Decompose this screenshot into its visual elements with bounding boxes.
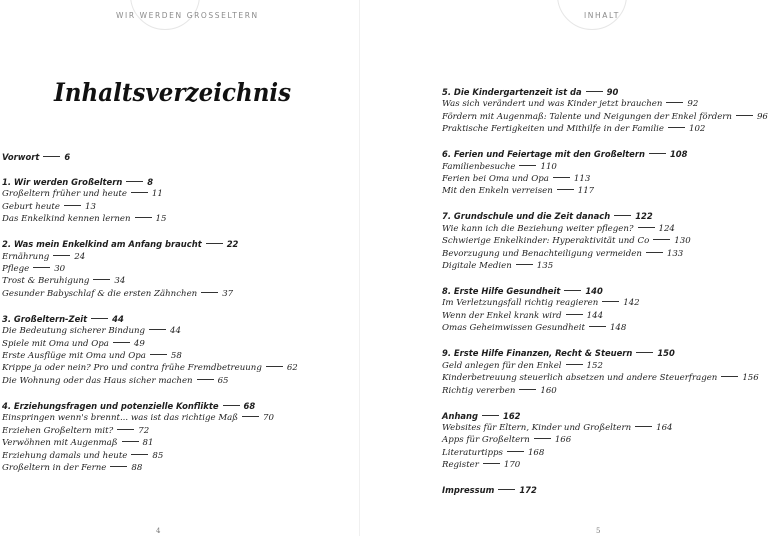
toc-entry-title: Gesunder Babyschlaf & die ersten Zähnchen (2, 288, 198, 299)
toc-page-number: 37 (222, 288, 234, 299)
toc-entry-title: Erste Ausflüge mit Oma und Opa (2, 351, 146, 362)
toc-page-number: 113 (573, 174, 591, 185)
toc-leader-dash (638, 227, 655, 228)
toc-section-entry (442, 410, 718, 422)
toc-section-entry (2, 238, 358, 250)
toc-page-number: 152 (586, 360, 603, 371)
toc-entry (2, 325, 358, 337)
toc-page-number: 68 (243, 400, 256, 411)
toc-leader-dash (564, 290, 581, 291)
toc-entry-title: Die Bedeutung sicherer Bindung (2, 326, 146, 337)
toc-entry-title: Mit den Enkeln verreisen (442, 186, 553, 197)
toc-page-number: 160 (540, 385, 557, 396)
toc-leader-dash (736, 115, 753, 116)
toc-entry-title: 6. Ferien und Feiertage mit den Großeltern (442, 149, 645, 160)
toc-entry (2, 251, 358, 263)
toc-entry (442, 422, 718, 434)
toc-entry-title: Verwöhnen mit Augenmaß (2, 438, 118, 449)
toc-entry (2, 462, 358, 474)
toc-entry-title: Websites für Eltern, Kinder und Großeltern (442, 422, 632, 433)
running-header-right: INHALT (584, 11, 620, 20)
toc-leader-dash (201, 292, 218, 293)
toc-page-number: 44 (112, 313, 124, 324)
toc-page-number: 166 (554, 435, 572, 446)
toc-entry-title: Omas Geheimwissen Gesundheit (442, 323, 585, 334)
toc-page-number: 135 (536, 261, 554, 272)
toc-leader-dash (586, 91, 603, 92)
toc-entry-title: Apps für Großeltern (442, 435, 530, 446)
toc-leader-dash (636, 352, 653, 353)
toc-section-entry (2, 400, 358, 412)
toc-section-entry (2, 313, 358, 325)
toc-leader-dash (149, 329, 166, 330)
toc-spacer (2, 163, 358, 176)
toc-leader-dash (122, 441, 139, 442)
toc-leader-dash (566, 314, 583, 315)
toc-page-number: 150 (657, 348, 675, 359)
toc-entry-title: Digitale Medien (442, 261, 512, 272)
toc-entry (442, 111, 768, 123)
toc-leader-dash (566, 364, 583, 365)
toc-entry-title: Geld anlegen für den Enkel (442, 360, 562, 371)
toc-entry (442, 372, 759, 384)
toc-page-number: 34 (114, 276, 126, 287)
toc-leader-dash (498, 489, 515, 490)
toc-entry (442, 260, 718, 272)
toc-entry-title: Großeltern in der Ferne (2, 462, 107, 473)
toc-leader-dash (482, 415, 499, 416)
toc-spacer (442, 198, 718, 211)
toc-leader-dash (614, 215, 631, 216)
toc-entry (442, 98, 718, 110)
toc-spacer (2, 226, 358, 239)
toc-page-number: 70 (263, 413, 274, 424)
toc-leader-dash (507, 451, 524, 452)
toc-leader-dash (131, 192, 148, 193)
toc-leader-dash (534, 438, 551, 439)
toc-page-number: 110 (540, 161, 557, 172)
toc-entry-title: Praktische Fertigkeiten und Mithilfe in der Familie (442, 124, 664, 135)
toc-page-number: 172 (519, 485, 537, 496)
toc-leader-dash (553, 177, 570, 178)
toc-entry-title: 7. Grundschule und die Zeit danach (442, 211, 611, 222)
toc-entry (442, 123, 718, 135)
toc-page-number: 15 (155, 214, 167, 225)
toc-entry (442, 385, 718, 397)
toc-left-column (2, 151, 358, 474)
toc-leader-dash (113, 342, 130, 343)
toc-entry (2, 213, 358, 225)
toc-leader-dash (666, 102, 683, 103)
toc-entry-title: Im Verletzungsfall richtig reagieren (442, 298, 599, 309)
toc-page-number: 133 (666, 248, 684, 259)
toc-page-number: 8 (147, 177, 154, 187)
toc-page-number: 11 (151, 189, 163, 200)
toc-page-number: 108 (669, 149, 688, 160)
toc-leader-dash (131, 454, 148, 455)
toc-page-number: 13 (84, 201, 96, 212)
running-header-left: WIR WERDEN GROSSELTERN (116, 11, 259, 20)
toc-page-number: 6 (64, 152, 71, 162)
toc-entry (442, 447, 718, 459)
toc-section-entry (442, 148, 718, 160)
toc-section-entry (442, 347, 718, 359)
toc-page-number: 124 (658, 223, 675, 234)
toc-entry (442, 459, 718, 471)
toc-page-number: 96 (756, 111, 768, 122)
toc-page-number: 85 (152, 450, 164, 461)
toc-entry-title: Geburt heute (2, 201, 60, 212)
toc-page-number: 102 (689, 124, 706, 135)
toc-page-number: 168 (527, 447, 545, 458)
toc-leader-dash (43, 156, 60, 157)
toc-leader-dash (646, 252, 663, 253)
toc-spacer (442, 136, 718, 149)
toc-entry-title: 1. Wir werden Großeltern (2, 177, 123, 187)
page-number-right: 5 (596, 527, 601, 535)
toc-entry (2, 288, 358, 300)
toc-entry-title: Erziehung damals und heute (2, 450, 128, 461)
toc-leader-dash (519, 165, 536, 166)
toc-entry (442, 434, 718, 446)
toc-leader-dash (557, 189, 574, 190)
toc-leader-dash (206, 243, 223, 244)
toc-entry (2, 450, 358, 462)
toc-page-number: 162 (503, 410, 521, 421)
toc-page-number: 148 (609, 323, 627, 334)
toc-spacer (2, 300, 358, 313)
toc-page-number: 117 (577, 186, 595, 197)
toc-entry (442, 322, 718, 334)
toc-spacer (2, 387, 358, 400)
toc-entry (2, 188, 358, 200)
toc-entry (2, 263, 358, 275)
toc-leader-dash (483, 463, 500, 464)
page-title: Inhaltsverzeichnis (54, 78, 292, 107)
toc-page-number: 58 (170, 351, 182, 362)
toc-leader-dash (242, 416, 259, 417)
toc-spacer (442, 472, 718, 485)
toc-entry (2, 437, 358, 449)
toc-page-number: 49 (133, 338, 145, 349)
toc-entry-title: Krippe ja oder nein? Pro und contra frühe Fremdbetreuung (2, 363, 262, 374)
toc-entry (442, 173, 718, 185)
toc-entry-title: 3. Großeltern-Zeit (2, 313, 88, 324)
toc-page-number: 170 (503, 460, 521, 471)
toc-page-number: 140 (585, 286, 603, 297)
toc-page-number: 22 (226, 239, 239, 250)
toc-entry (442, 161, 718, 173)
toc-section-entry (442, 285, 718, 297)
toc-section-entry (442, 484, 718, 496)
toc-leader-dash (516, 264, 533, 265)
toc-entry (2, 425, 358, 437)
toc-page-number: 81 (142, 438, 154, 449)
toc-leader-dash (91, 318, 108, 319)
toc-entry (2, 338, 358, 350)
toc-leader-dash (197, 379, 214, 380)
toc-leader-dash (519, 389, 536, 390)
toc-entry (2, 412, 358, 424)
toc-page-number: 164 (656, 422, 673, 433)
toc-entry (442, 223, 718, 235)
toc-entry-title: 4. Erziehungsfragen und potenzielle Konflikte (2, 400, 219, 411)
toc-page-number: 72 (138, 425, 150, 436)
toc-entry-title: Richtig vererben (442, 385, 516, 396)
toc-leader-dash (266, 366, 283, 367)
toc-entry-title: Familienbesuche (442, 161, 516, 172)
toc-leader-dash (135, 217, 152, 218)
toc-entry-title: Ernährung (2, 251, 50, 262)
toc-entry-title: Fördern mit Augenmaß: Talente und Neigungen der Enkel fördern (442, 111, 732, 122)
toc-entry (2, 362, 358, 374)
toc-entry-title: Die Wohnung oder das Haus sicher machen (2, 375, 193, 386)
toc-page-number: 156 (742, 373, 759, 384)
toc-entry-title: Einspringen wenn's brennt... was ist das richtige Maß (2, 413, 238, 424)
toc-section-entry (442, 210, 718, 222)
toc-page-number: 90 (606, 87, 619, 97)
toc-leader-dash (117, 429, 134, 430)
toc-leader-dash (150, 354, 167, 355)
toc-entry (2, 350, 358, 362)
toc-leader-dash (110, 466, 127, 467)
toc-section-entry (2, 176, 358, 188)
toc-entry-title: Trost & Beruhigung (2, 276, 90, 287)
toc-page-number: 130 (674, 236, 691, 247)
page-number-left: 4 (156, 527, 161, 535)
toc-entry-title: Großeltern früher und heute (2, 189, 127, 200)
book-gutter (359, 0, 360, 536)
toc-page-number: 44 (170, 326, 181, 337)
toc-leader-dash (33, 267, 50, 268)
toc-leader-dash (223, 405, 240, 406)
toc-entry-title: Das Enkelkind kennen lernen (2, 214, 131, 225)
toc-entry (442, 248, 718, 260)
toc-page-number: 144 (586, 310, 604, 321)
toc-page-number: 62 (286, 363, 298, 374)
toc-leader-dash (589, 326, 606, 327)
toc-entry-title: Impressum (442, 485, 495, 496)
toc-page-number: 122 (635, 211, 653, 222)
toc-entry-title: Kinderbetreuung steuerlich absetzen und andere Steuerfragen (442, 373, 718, 384)
toc-entry-title: 5. Die Kindergartenzeit ist da (442, 87, 582, 97)
toc-page-number: 65 (217, 375, 229, 386)
toc-page-number: 92 (687, 99, 699, 110)
toc-entry-title: 9. Erste Hilfe Finanzen, Recht & Steuern (442, 348, 633, 359)
toc-page-number: 24 (74, 251, 86, 262)
toc-spacer (442, 397, 718, 410)
toc-entry (442, 185, 718, 197)
toc-leader-dash (602, 301, 619, 302)
toc-entry (442, 360, 718, 372)
toc-entry-title: Spiele mit Oma und Opa (2, 338, 109, 349)
toc-entry-title: Pflege (2, 264, 30, 275)
toc-page-number: 30 (54, 264, 66, 275)
toc-leader-dash (126, 181, 143, 182)
toc-entry-title: Ferien bei Oma und Opa (442, 174, 549, 185)
toc-entry-title: Was sich verändert und was Kinder jetzt brauchen (442, 99, 663, 110)
toc-entry-title: Register (442, 460, 479, 471)
toc-leader-dash (64, 205, 81, 206)
toc-entry-title: Literaturtipps (442, 447, 503, 458)
toc-leader-dash (53, 255, 70, 256)
toc-entry (2, 375, 358, 387)
toc-right-column (442, 86, 768, 497)
toc-entry-title: 2. Was mein Enkelkind am Anfang braucht (2, 239, 202, 250)
toc-entry-title: Bevorzugung und Benachteiligung vermeiden (442, 248, 642, 259)
toc-leader-dash (721, 376, 738, 377)
toc-entry (442, 297, 718, 309)
toc-entry-title: Wie kann ich die Beziehung weiter pflegen? (442, 223, 634, 234)
toc-leader-dash (653, 239, 670, 240)
toc-section-entry (442, 86, 718, 98)
toc-leader-dash (668, 127, 685, 128)
toc-page-number: 142 (623, 298, 640, 309)
toc-section-entry (2, 151, 358, 163)
toc-entry (442, 310, 718, 322)
toc-entry (2, 275, 358, 287)
toc-page-number: 88 (131, 462, 143, 473)
toc-entry-title: 8. Erste Hilfe Gesundheit (442, 286, 561, 297)
toc-entry-title: Schwierige Enkelkinder: Hyperaktivität und Co (442, 236, 650, 247)
toc-entry-title: Anhang (442, 410, 479, 421)
toc-entry-title: Erziehen Großeltern mit? (2, 425, 114, 436)
toc-entry-title: Vorwort (2, 152, 40, 162)
toc-entry (2, 201, 358, 213)
toc-leader-dash (649, 153, 666, 154)
toc-entry-title: Wenn der Enkel krank wird (442, 310, 562, 321)
toc-spacer (442, 272, 718, 285)
toc-leader-dash (635, 426, 652, 427)
toc-leader-dash (93, 279, 110, 280)
toc-spacer (442, 335, 718, 348)
toc-entry (442, 235, 718, 247)
